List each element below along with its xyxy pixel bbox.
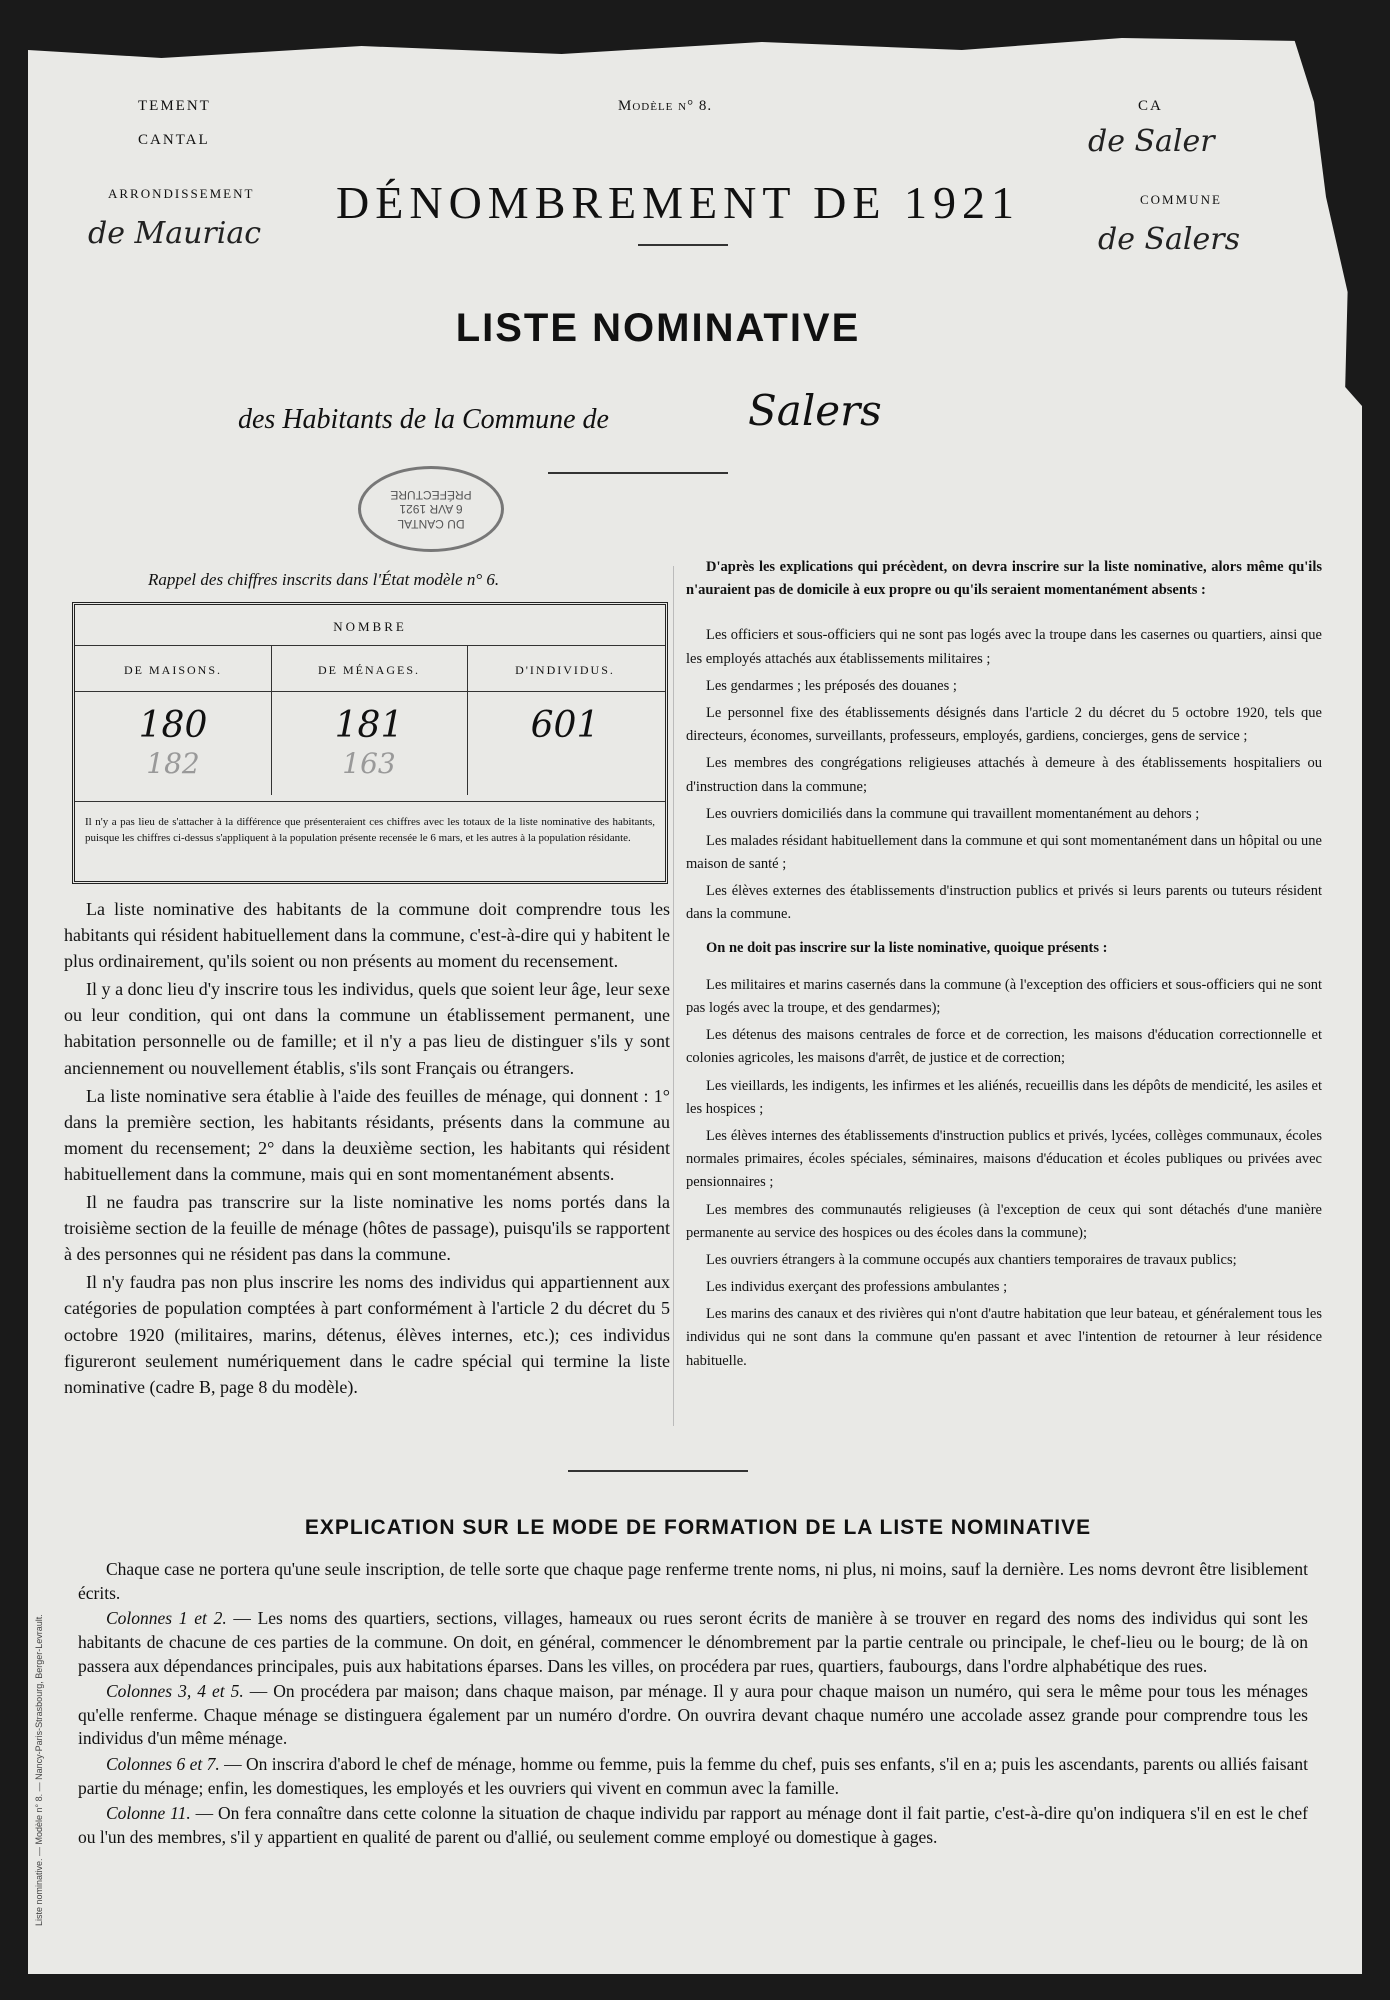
canton-handwritten: de Saler (1088, 124, 1215, 159)
commune-handwritten: de Salers (1098, 222, 1241, 257)
subtitle-commune-handwritten: Salers (748, 386, 882, 435)
list-title: LISTE NOMINATIVE (455, 306, 861, 350)
exclude-item: Les détenus des maisons centrales de force et de correction, les maisons d'éducation correctionnelle et colonies agricoles, les maisons d'arrêt, de justice et de correction; (686, 1027, 1322, 1067)
departement-label: TEMENT (138, 98, 211, 114)
include-item: Les officiers et sous-officiers qui ne sont pas logés avec la troupe dans les casernes ou quartiers, ainsi que les employés attachés aux établissements militaires ; (686, 627, 1322, 667)
recap-value2-menages: 163 (342, 747, 396, 780)
subtitle: des Habitants de la Commune de (238, 404, 609, 435)
stamp-line-1: DU CANTAL (397, 516, 465, 531)
arrondissement-handwritten: de Mauriac (88, 216, 262, 251)
recap-table (72, 602, 668, 884)
recap-note: Il n'y a pas lieu de s'attacher à la différence que présenteraient ces chiffres avec les totaux de la liste nominative des habitants, puisque les chiffres ci-dessus s'appliquent à la population présente recensée le 6 mars, et les autres à la population résidante. (85, 816, 655, 844)
explication-paragraph: Chaque case ne portera qu'une seule inscription, de telle sorte que chaque page renferme trente noms, ni plus, ni moins, sauf la dernière. Les noms devront être lisiblement écrits. (78, 1559, 1308, 1603)
stamp-line-2: 6 AVR 1921 (399, 502, 463, 517)
left-paragraph: La liste nominative sera établie à l'aide des feuilles de ménage, qui donnent : 1° dans la première section, les habitants résidants, présents dans la commune au moment du recensement; 2° dans la deuxième section, les habitants qui résident habituellement dans la commune, mais qui en sont momentanément absents. (64, 1085, 670, 1184)
title-rule (638, 244, 728, 246)
recap-value-menages: 181 (334, 705, 404, 746)
explication-paragraph: Colonne 11. — On fera connaître dans cette colonne la situation de chaque individu par rapport au ménage dont il fait partie, c'est-à-dire qu'on indiquera s'il en est le chef ou l'un des membres, s'il y appartient en qualité de parent ou d'allié, ou seulement comme employé ou domestique à gages. (78, 1803, 1308, 1847)
recap-value-maisons: 180 (138, 705, 208, 746)
stamp-line-3: PRÉFECTURE (390, 487, 472, 502)
left-paragraph: Il y a donc lieu d'y inscrire tous les individus, quels que soient leur âge, leur sexe ou leur condition, qui ont dans la commune un établissement permanent, une habitation personnelle ou de famille; et il n'y a pas lieu de distinguer s'ils y sont anciennement ou nouvellement établis, s'ils sont Français ou étrangers. (64, 979, 670, 1078)
recap-caption: Rappel des chiffres inscrits dans l'État modèle n° 6. (148, 570, 500, 589)
right-column (686, 556, 1322, 1377)
include-item: Les malades résidant habituellement dans la commune et qui sont momentanément dans un hôpital ou une maison de santé ; (686, 832, 1322, 873)
torn-right-edge (1242, 26, 1362, 406)
exclude-item: Les marins des canaux et des rivières qui n'ont d'autre habitation que leur bateau, et généralement tous les individus qui ne sont dans la commune qu'en passant et avec l'intention de retourner à leur résidence habituelle. (686, 1306, 1322, 1369)
explication-title: EXPLICATION SUR LE MODE DE FORMATION DE LA LISTE NOMINATIVE (304, 1516, 1092, 1539)
exclude-item: Les militaires et marins casernés dans la commune (à l'exception des officiers et sous-officiers qui ne sont pas logés avec la troupe, et des gendarmes); (686, 976, 1322, 1016)
torn-top-edge (28, 26, 1362, 66)
exclude-item: Les vieillards, les indigents, les infirmes et les aliénés, recueillis dans les dépôts de mendicité, les asiles et les hospices ; (686, 1077, 1322, 1117)
section-ornament (568, 1470, 748, 1472)
modele-number: Modèle n° 8. (618, 98, 713, 114)
exclude-item: Les individus exerçant des professions ambulantes ; (706, 1279, 1008, 1296)
document-page (28, 26, 1362, 1974)
exclude-heading: On ne doit pas inscrire sur la liste nominative, quoique présents : (706, 939, 1108, 956)
left-paragraph: La liste nominative des habitants de la commune doit comprendre tous les habitants qui résident habituellement dans la commune, c'est-à-dire qui y habitent le plus ordinairement, qu'ils soient ou non présents au moment du recensement. (64, 899, 670, 972)
recap-col-menages: DE MÉNAGES. (318, 663, 420, 677)
explication-paragraph: Colonnes 6 et 7. — On inscrira d'abord le chef de ménage, homme ou femme, puis la femme du chef, puis ses enfants, s'il en a; puis les ascendants, parents ou alliés faisant partie du ménage; enfin, les domestiques, les employés et les ouvriers qui vivent en commun avec la famille. (78, 1754, 1308, 1798)
include-item: Le personnel fixe des établissements désignés dans l'article 2 du décret du 5 octobre 1920, tels que directeurs, économes, surveillants, professeurs, employés, gardiens, concierges, gens de service ; (686, 704, 1322, 745)
explication-paragraph: Colonnes 3, 4 et 5. — On procédera par maison; dans chaque maison, par ménage. Il y aura pour chaque maison un numéro, qui sera le même pour tous les ménages qu'elle renferme. Chaque ménage se distinguera également par un numéro d'ordre. On ouvrira devant chaque numéro une accolade assez grande pour comprendre tous les individus d'un même ménage. (78, 1681, 1308, 1749)
recap-col-individus: D'INDIVIDUS. (515, 663, 615, 677)
page-title: DÉNOMBREMENT DE 1921 (336, 177, 1020, 228)
include-item: Les gendarmes ; les préposés des douanes ; (706, 677, 957, 694)
exclude-item: Les ouvriers étrangers à la commune occupés aux chantiers temporaires de travaux publics; (706, 1251, 1237, 1268)
explication-paragraph: Colonnes 1 et 2. — Les noms des quartiers, sections, villages, hameaux ou rues seront écrits de manière à se trouver en regard des noms des individus qui sont les habitants de chacune de ces parties de la commune. On doit, en général, commencer le dénombrement par la partie centrale ou principale, le chef-lieu ou le bourg; de là on passera aux dépendances principales, puis aux habitations éparses. Dans les villes, on procédera par rues, quartiers, faubourgs, dans l'ordre alphabétique des rues. (78, 1608, 1308, 1676)
column-divider (673, 566, 674, 1426)
prefecture-stamp (358, 466, 504, 552)
exclude-item: Les membres des communautés religieuses (à l'exception de ceux qui sont détachés d'une manière permanente au service des hospices ou des écoles dans la commune); (686, 1201, 1322, 1241)
commune-label: COMMUNE (1140, 192, 1222, 207)
recap-value2-maisons: 182 (146, 747, 200, 780)
left-paragraph: Il n'y faudra pas non plus inscrire les noms des individus qui appartiennent aux catégories de population comptées à part conformément à l'article 2 du décret du 5 octobre 1920 (militaires, marins, détenus, élèves internes, etc.); ces individus figureront seulement numériquement dans le cadre spécial qui termine la liste nominative (cadre B, page 8 du modèle). (64, 1272, 670, 1397)
left-paragraph: Il ne faudra pas transcrire sur la liste nominative les noms portés dans la troisième section de la feuille de ménage (hôtes de passage), puisqu'ils se rapportent à des personnes qui ne résident pas dans la commune. (64, 1192, 670, 1265)
subtitle-ornament (548, 472, 728, 474)
right-intro: D'après les explications qui précèdent, on devra inscrire sur la liste nominative, alors même qu'ils n'auraient pas de domicile à eux propre ou qu'ils seraient momentanément absents : (686, 559, 1322, 599)
canton-label: CA (1138, 98, 1163, 114)
exclude-item: Les élèves internes des établissements d'instruction publics et privés, lycées, collèges communaux, écoles normales primaires, écoles spéciales, séminaires, maisons d'éducation et écoles publiques ou privées avec pensionnaires ; (686, 1127, 1322, 1191)
include-item: Les élèves externes des établissements d'instruction publics et privés si leurs parents ou tuteurs résident dans la commune. (686, 883, 1322, 923)
left-column (64, 896, 670, 1402)
arrondissement-label: ARRONDISSEMENT (108, 186, 255, 201)
include-item: Les ouvriers domiciliés dans la commune qui travaillent momentanément au dehors ; (706, 805, 1200, 822)
printer-imprint: Liste nominative. — Modèle n° 8. — Nancy-Paris-Strasbourg, Berger-Levrault. (34, 1614, 44, 1926)
include-item: Les membres des congrégations religieuses attachés à demeure à des établissements hospitaliers ou d'instruction dans la commune; (686, 755, 1322, 795)
explication-body (78, 1558, 1308, 1852)
recap-nombre-header: NOMBRE (333, 619, 407, 634)
recap-value-individus: 601 (530, 705, 600, 746)
recap-col-maisons: DE MAISONS. (123, 663, 222, 677)
departement-name: CANTAL (138, 132, 210, 148)
